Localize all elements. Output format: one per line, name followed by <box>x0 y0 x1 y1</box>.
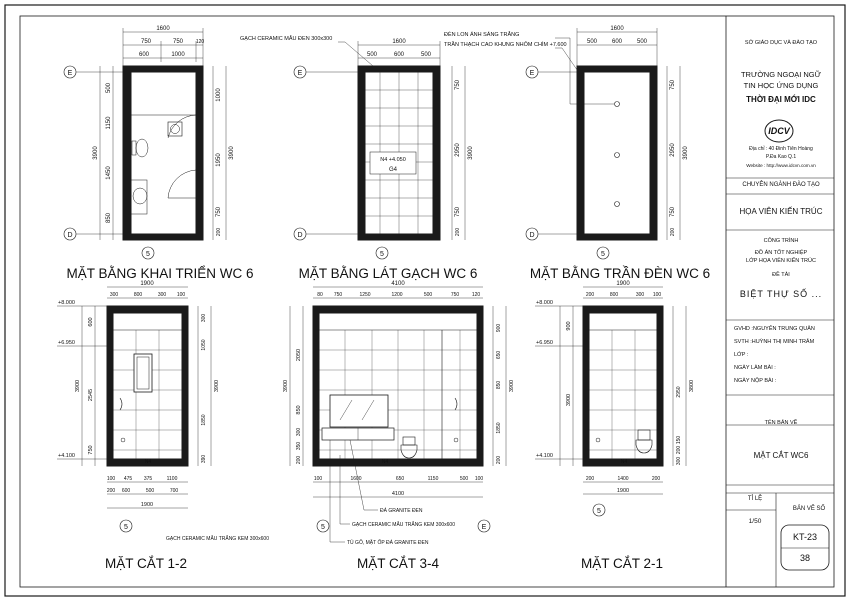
dim-left-4: 850 <box>106 212 112 224</box>
dim-right-3: 750 <box>455 206 461 218</box>
axis-label-5: 5 <box>321 524 325 531</box>
door-swing-lower <box>168 170 196 198</box>
dim-top-total: 1600 <box>392 39 406 45</box>
section-title: MẶT CẮT 1-2 <box>104 556 188 571</box>
section-1-2 <box>57 281 269 571</box>
level-marks <box>535 306 583 459</box>
downlight-icon <box>615 202 620 207</box>
dim-bottom2-1: 200 <box>106 488 116 494</box>
dim-bottom-total: 4100 <box>391 491 405 497</box>
dim-left-total: 3900 <box>75 379 81 393</box>
mirror <box>330 395 388 427</box>
dim-right-1: 1000 <box>216 88 222 102</box>
leader-line <box>330 440 345 542</box>
dim-left-3: 750 <box>88 445 94 455</box>
toilet-tank-icon <box>132 141 136 155</box>
dim-right-4: 390 <box>201 454 207 464</box>
faucet-icon <box>454 438 458 442</box>
dim-top-c: 120 <box>195 39 205 45</box>
dim-bottom-4: 1150 <box>427 476 439 482</box>
axis-label-e: E <box>529 70 535 77</box>
dim-left-2: 850 <box>296 405 302 415</box>
tile-note: GẠCH CERAMIC MẪU TRẮNG KEM 300x600 <box>352 522 455 528</box>
shower-head-icon <box>455 398 457 410</box>
dim-bottom-4: 1100 <box>166 476 178 482</box>
level-top: +8.000 <box>536 300 553 306</box>
dim-right-3: 850 <box>496 380 502 390</box>
dim-right-4: 200 <box>670 227 676 237</box>
dim-right-5: 300 <box>676 456 682 466</box>
dim-bottom-1: 200 <box>585 476 595 482</box>
dim-bottom-3: 375 <box>143 476 153 482</box>
dim-top-total: 1900 <box>140 281 154 287</box>
dim-bottom-2: 1600 <box>350 476 362 482</box>
wall-fill-top <box>123 66 203 72</box>
toilet-tank-icon <box>403 437 415 445</box>
dim-right-3: 750 <box>670 206 676 218</box>
dim-top-b: 750 <box>172 39 184 45</box>
dim-right-2: 2950 <box>676 386 682 398</box>
wall-fill-bottom <box>123 234 203 240</box>
wall-left <box>313 306 319 466</box>
dim-top-a: 750 <box>140 39 152 45</box>
wall-left <box>107 306 113 466</box>
section-3-4 <box>283 281 515 571</box>
section-2-1 <box>535 281 695 571</box>
dim-top-total: 4100 <box>391 281 405 287</box>
level-mid: +6.950 <box>536 340 553 346</box>
dim-left-total: 3900 <box>93 146 99 160</box>
dim-top-2: 800 <box>133 292 143 298</box>
dim-right-3: 750 <box>216 206 222 218</box>
dim-left-1: 2050 <box>296 348 302 362</box>
dim-bottom2-2: 600 <box>121 488 131 494</box>
dim-right-total: 3900 <box>509 379 515 393</box>
dim-bottom-2: 1400 <box>617 476 629 482</box>
ceiling-note: TRẦN THẠCH CAO KHUNG NHÔM CHÌM +7.600 <box>444 42 567 48</box>
dim-right-1: 750 <box>455 79 461 91</box>
level-tag: N4 +4.050 <box>380 157 406 163</box>
dim-top-total: 1600 <box>610 26 624 32</box>
dim-top-e: 1000 <box>171 52 185 58</box>
plan-lat-gach <box>240 35 477 281</box>
dim-top-2: 800 <box>609 292 619 298</box>
toilet-icon <box>401 445 417 458</box>
dim-bottom-2: 475 <box>123 476 133 482</box>
axis-label-5: 5 <box>146 251 150 258</box>
level-bottom: +4.100 <box>536 453 553 459</box>
dim-left-2: 1150 <box>106 116 112 130</box>
dim-top-4: 1200 <box>391 292 403 298</box>
school-line-2: TIN HỌC ỨNG DỤNG <box>743 81 819 90</box>
wall-fill-right <box>650 66 657 240</box>
drawing-name: MẶT CẮT WC6 <box>753 451 809 460</box>
wall-fill-left <box>123 66 131 240</box>
major: HỌA VIÊN KIẾN TRÚC <box>739 207 823 216</box>
address-1: Địa chỉ : 40 Đinh Tiên Hoàng <box>749 146 813 152</box>
dim-right-4: 200 <box>216 227 222 237</box>
floor-slab <box>313 459 483 466</box>
wall-right <box>182 306 188 466</box>
gvhd: GVHD :NGUYỄN TRUNG QUÂN <box>734 326 815 332</box>
dim-top-b: 600 <box>393 52 405 58</box>
dim-top-c: 500 <box>420 52 432 58</box>
dim-right-2: 1050 <box>201 339 207 351</box>
section-title: MẶT CẮT 2-1 <box>580 556 664 571</box>
tile-note: GẠCH CERAMIC MẪU ĐEN 300x300 <box>240 36 333 42</box>
ceiling-slab <box>583 306 663 313</box>
room-code: N4 <box>620 459 628 465</box>
faucet-icon <box>121 438 125 442</box>
tile-note: GẠCH CERAMIC MẪU TRẮNG KEM 300x600 <box>166 536 269 542</box>
faucet-icon <box>596 438 600 442</box>
dim-top-3: 300 <box>635 292 645 298</box>
wall-fill-right <box>196 66 203 240</box>
school-logo <box>765 120 793 142</box>
dim-right-4: 200 <box>676 445 682 455</box>
dim-bottom-5: 500 <box>459 476 469 482</box>
dim-left-3: 300 <box>296 427 302 437</box>
dim-top-b: 600 <box>611 39 623 45</box>
school-line-1: TRƯỜNG NGOẠI NGỮ <box>740 70 822 79</box>
ceiling-slab <box>107 306 188 313</box>
dim-right-2: 1950 <box>216 153 222 167</box>
sheet-label: BẢN VẼ SỐ <box>792 506 826 512</box>
dim-left-5: 200 <box>296 455 302 465</box>
wall-fill-bottom <box>577 234 657 240</box>
dim-bottom2-4: 700 <box>169 488 179 494</box>
scale-value: 1/50 <box>748 518 762 525</box>
axis-label-d: D <box>297 232 303 239</box>
ceiling-slab <box>313 306 483 313</box>
axis-label-e: E <box>481 524 487 531</box>
plan-khai-trien <box>64 26 254 281</box>
shower-head-icon <box>120 398 122 410</box>
wall-fill-bottom <box>358 234 440 240</box>
dim-top-5: 500 <box>423 292 433 298</box>
wall-fill-left <box>358 66 365 240</box>
ngay-lam-bai: NGÀY LÀM BÀI : <box>734 365 776 371</box>
project-line-1: ĐỒ ÁN TỐT NGHIỆP <box>754 250 808 256</box>
sheet-code: KT-23 <box>792 532 817 542</box>
leader-line <box>350 440 378 510</box>
dim-right-total: 3900 <box>468 146 474 160</box>
wall-right <box>657 306 663 466</box>
dim-top-c: 500 <box>636 39 648 45</box>
wall-fill-left <box>577 66 584 240</box>
wall-outer <box>577 66 657 240</box>
downlight-icon <box>615 102 620 107</box>
dim-top-total: 1900 <box>616 281 630 287</box>
website: Website : http://www.idcvn.com.vn <box>746 163 816 168</box>
level-mid: +6.950 <box>58 340 75 346</box>
project-label: CÔNG TRÌNH <box>763 238 799 244</box>
dim-bottom-total: 1900 <box>616 488 630 494</box>
scale-label: TỈ LỆ <box>747 496 763 502</box>
room-code: N4 <box>381 459 389 465</box>
axis-label-5: 5 <box>124 524 128 531</box>
dim-right-total: 3900 <box>214 379 220 393</box>
dim-top-a: 500 <box>366 52 378 58</box>
dim-right-3: 150 <box>676 435 682 445</box>
light-note: ĐÈN LON ÁNH SÁNG TRẮNG <box>444 32 520 38</box>
plan-tran-den <box>444 26 710 281</box>
toilet-tank-icon <box>638 430 650 440</box>
dim-bottom-1: 100 <box>313 476 323 482</box>
dim-top-4: 100 <box>652 292 662 298</box>
section-title: MẶT CẮT 3-4 <box>356 556 440 571</box>
project-line-2: LỚP HỌA VIÊN KIẾN TRÚC <box>746 258 816 264</box>
cabinet-note: TỦ GỖ, MẶT ỐP ĐÁ GRANITE ĐEN <box>347 540 429 546</box>
dim-right-3: 1850 <box>201 414 207 426</box>
dim-top-2: 750 <box>333 292 343 298</box>
dim-top-1: 80 <box>317 292 323 298</box>
downlight-icon <box>615 153 620 158</box>
dim-right-2: 650 <box>496 350 502 360</box>
topic-label: ĐỀ TÀI <box>772 272 790 278</box>
dim-right-total: 3900 <box>683 146 689 160</box>
dim-bottom-3: 650 <box>395 476 405 482</box>
axis-label-5: 5 <box>380 251 384 258</box>
dim-right-4: 1850 <box>496 422 502 434</box>
lavatory-icon <box>133 188 147 204</box>
dim-left-total: 3900 <box>283 379 289 393</box>
axis-label-d: D <box>67 232 73 239</box>
dim-right-5: 200 <box>496 455 502 465</box>
dim-left-4: 350 <box>296 441 302 451</box>
dim-right-total: 3900 <box>229 146 235 160</box>
dim-left-2: 3900 <box>566 393 572 407</box>
dim-right-4: 200 <box>455 227 461 237</box>
room-code: G4 <box>388 167 398 173</box>
dept: SỞ GIÁO DỤC VÀ ĐÀO TẠO <box>744 40 818 46</box>
granite-note: ĐÁ GRANITE ĐEN <box>380 508 423 514</box>
plan-title: MẶT BẰNG LÁT GẠCH WC 6 <box>298 266 478 281</box>
room-code: N4 <box>144 459 152 465</box>
dim-left-2: 2545 <box>88 388 94 402</box>
plan-title: MẶT BẰNG TRẦN ĐÈN WC 6 <box>529 266 711 281</box>
major-label: CHUYÊN NGÀNH ĐÀO TẠO <box>742 182 820 188</box>
dim-bottom-1: 100 <box>106 476 116 482</box>
vanity-counter <box>131 180 147 214</box>
dim-right-1: 3800 <box>689 379 695 393</box>
level-top: +8.000 <box>58 300 75 306</box>
sheet-number: 38 <box>799 553 810 563</box>
dim-bottom-3: 200 <box>651 476 661 482</box>
dim-left-1: 500 <box>106 82 112 94</box>
logo-text: IDCV <box>768 126 790 136</box>
level-bottom: +4.100 <box>58 453 75 459</box>
dim-top-1: 200 <box>585 292 595 298</box>
dim-right-1: 750 <box>670 79 676 91</box>
floor-drain-icon <box>168 122 182 136</box>
wall-inner <box>131 72 196 234</box>
dim-bottom2-3: 500 <box>145 488 155 494</box>
dim-right-1: 300 <box>201 313 207 323</box>
dim-top-a: 500 <box>586 39 598 45</box>
wall-right <box>477 306 483 466</box>
topic: BIỆT THỰ SỐ ... <box>739 289 823 299</box>
dim-top-3: 1250 <box>359 292 371 298</box>
dim-top-6: 750 <box>450 292 460 298</box>
wall-tile-grid <box>589 330 657 459</box>
axis-label-e: E <box>67 70 73 77</box>
dim-top-d: 600 <box>138 52 150 58</box>
school-line-3: THỜI ĐẠI MỚI IDC <box>746 95 816 104</box>
dim-left-1: 600 <box>88 317 94 327</box>
dim-top-7: 120 <box>471 292 481 298</box>
lop: LỚP : <box>734 352 749 358</box>
ngay-nop-bai: NGÀY NỘP BÀI : <box>734 378 777 384</box>
dim-bottom-total: 1900 <box>140 502 154 508</box>
axis-label-d: D <box>529 232 535 239</box>
wall-fill-top <box>577 66 657 72</box>
wall-tile-grid <box>113 330 182 459</box>
mirror <box>134 354 152 392</box>
dim-right-2: 2950 <box>670 143 676 157</box>
dim-right-1: 900 <box>496 323 502 333</box>
toilet-icon <box>636 440 652 453</box>
toilet-icon <box>136 139 148 157</box>
svth: SVTH :HUỲNH THỊ MINH TRÂM <box>734 339 815 345</box>
plan-title: MẶT BẰNG KHAI TRIỂN WC 6 <box>66 266 254 281</box>
axis-label-e: E <box>297 70 303 77</box>
dim-top-total: 1600 <box>156 26 170 32</box>
dim-top-1: 300 <box>109 292 119 298</box>
dim-right-2: 2950 <box>455 143 461 157</box>
wall-fill-top <box>358 66 440 72</box>
drawing-label: TÊN BẢN VẼ <box>764 420 798 426</box>
wall-fill-right <box>433 66 440 240</box>
dim-top-3: 300 <box>157 292 167 298</box>
wall-left <box>583 306 589 466</box>
dim-left-3: 1450 <box>106 166 112 180</box>
address-2: P.Đa Kao Q.1 <box>765 154 797 160</box>
dim-bottom-6: 100 <box>474 476 484 482</box>
dim-left-1: 900 <box>566 321 572 331</box>
axis-label-5: 5 <box>597 508 601 515</box>
dim-top-4: 100 <box>176 292 186 298</box>
axis-label-5: 5 <box>601 251 605 258</box>
